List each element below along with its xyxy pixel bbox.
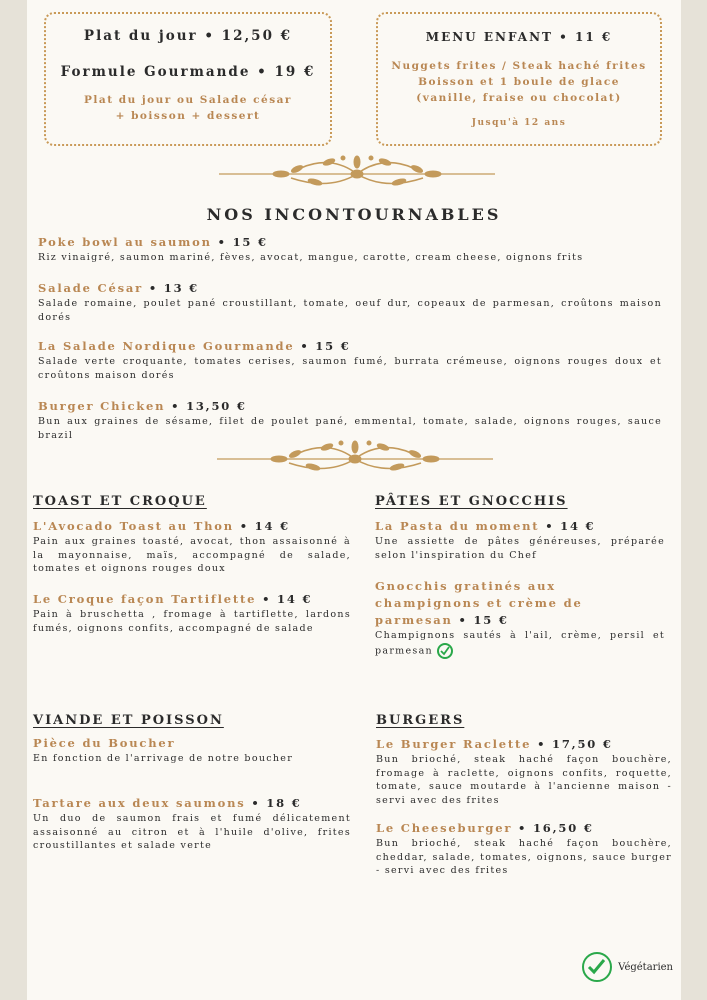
item-desc: Un duo de saumon frais et fumé délicatement assaisonné au citron et à l'huile d'olive, frites croustillantes et salade verte	[33, 813, 351, 851]
toast-title: TOAST ET CROQUE	[33, 494, 207, 509]
item-salade-cesar	[38, 280, 662, 324]
item-price: • 15 €	[300, 339, 351, 353]
enfant-desc-2: Boisson et 1 boule de glace	[418, 76, 620, 88]
item-poke-bowl	[38, 234, 662, 265]
item-desc: Pain à bruschetta , fromage à tartiflette, lardons fumés, oignons confits, accompagné de salade	[33, 609, 351, 634]
formule-box	[44, 12, 332, 146]
floral-divider-middle	[217, 437, 493, 481]
item-desc: Champignons sautés à l'ail, crème, persil et parmesan	[375, 630, 665, 656]
item-price: • 14 €	[239, 519, 290, 533]
item-avocado-toast	[33, 518, 351, 576]
item-price: • 13,50 €	[171, 399, 247, 413]
item-name: La Salade Nordique Gourmande	[38, 339, 295, 353]
item-desc: Salade romaine, poulet pané croustillant, tomate, oeuf dur, copeaux de parmesan, croûtons maison dorés	[38, 298, 662, 323]
item-croque-tartiflette	[33, 591, 351, 635]
item-price: • 14 €	[545, 519, 596, 533]
item-name: Pièce du Boucher	[33, 736, 176, 750]
leaf-check-icon	[582, 952, 612, 982]
vegetarian-label: Végétarien	[618, 961, 673, 973]
item-desc: Bun brioché, steak haché façon bouchère, cheddar, salade, tomates, oignons, sauce burger - servi avec des frites	[376, 838, 672, 876]
item-burger-raclette	[376, 736, 672, 807]
item-desc: Bun aux graines de sésame, filet de poulet pané, emmental, tomate, salade, oignons rouges, sauce brazil	[38, 416, 662, 441]
incontournables-title: NOS INCONTOURNABLES	[206, 205, 502, 224]
item-pasta-du-moment	[375, 518, 665, 562]
leaf-check-icon	[437, 643, 453, 659]
item-name: Burger Chicken	[38, 399, 166, 413]
item-burger-chicken	[38, 398, 662, 442]
viande-title: VIANDE ET POISSON	[33, 713, 224, 728]
enfant-desc-3: (vanille, fraise ou chocolat)	[416, 92, 622, 104]
menu-enfant-label: MENU ENFANT • 11 €	[425, 30, 613, 44]
item-desc: Une assiette de pâtes généreuses, préparée selon l'inspiration du Chef	[375, 536, 665, 561]
item-name: Le Burger Raclette	[376, 737, 532, 751]
item-name: La Pasta du moment	[375, 519, 540, 533]
item-name: L'Avocado Toast au Thon	[33, 519, 234, 533]
item-price: • 17,50 €	[537, 737, 613, 751]
item-desc: Pain aux graines toasté, avocat, thon assaisonné à la mayonnaise, maïs, accompagné de salade, tomates et oignons rouges doux	[33, 536, 351, 574]
item-name: Gnocchis gratinés aux champignons et crème de parmesan	[375, 579, 583, 627]
item-name: Poke bowl au saumon	[38, 235, 212, 249]
enfant-desc-1: Nuggets frites / Steak haché frites	[391, 60, 647, 72]
item-price: • 14 €	[262, 592, 313, 606]
item-tartare-saumons	[33, 795, 351, 853]
burgers-title: BURGERS	[376, 713, 465, 728]
item-price: • 18 €	[251, 796, 302, 810]
item-name: Salade César	[38, 281, 143, 295]
item-price: • 16,50 €	[518, 821, 594, 835]
item-desc: En fonction de l'arrivage de notre boucher	[33, 753, 294, 764]
item-cheeseburger	[376, 820, 672, 878]
item-price: • 15 €	[217, 235, 268, 249]
item-gnocchis	[375, 578, 665, 659]
item-name: Le Cheeseburger	[376, 821, 513, 835]
item-piece-du-boucher	[33, 735, 351, 766]
item-desc: Riz vinaigré, saumon mariné, fèves, avocat, mangue, carotte, cream cheese, oignons frits	[38, 252, 584, 263]
item-price: • 13 €	[148, 281, 199, 295]
menu-enfant-box	[376, 12, 662, 146]
vegetarian-legend	[582, 952, 673, 982]
item-desc: Salade verte croquante, tomates cerises, saumon fumé, burrata crémeuse, oignons rouges doux et croûtons maison dorés	[38, 356, 662, 381]
plat-du-jour-label: Plat du jour • 12,50 €	[83, 28, 293, 44]
item-salade-nordique	[38, 338, 662, 382]
formule-desc-2: + boisson + dessert	[115, 110, 261, 122]
pates-title: PÂTES ET GNOCCHIS	[375, 494, 568, 509]
formule-label: Formule Gourmande • 19 €	[60, 64, 316, 80]
floral-divider-top	[219, 152, 495, 196]
item-desc: Bun brioché, steak haché façon bouchère, fromage à raclette, oignons confits, roquette, tomate, sauce moutarde à l'ancienne maison - servi avec des frites	[376, 754, 672, 806]
formule-desc-1: Plat du jour ou Salade césar	[84, 94, 292, 106]
menu-page	[27, 0, 681, 1000]
item-price: • 15 €	[458, 613, 509, 627]
item-name: Tartare aux deux saumons	[33, 796, 246, 810]
enfant-age: Jusqu'à 12 ans	[471, 118, 567, 128]
item-name: Le Croque façon Tartiflette	[33, 592, 257, 606]
